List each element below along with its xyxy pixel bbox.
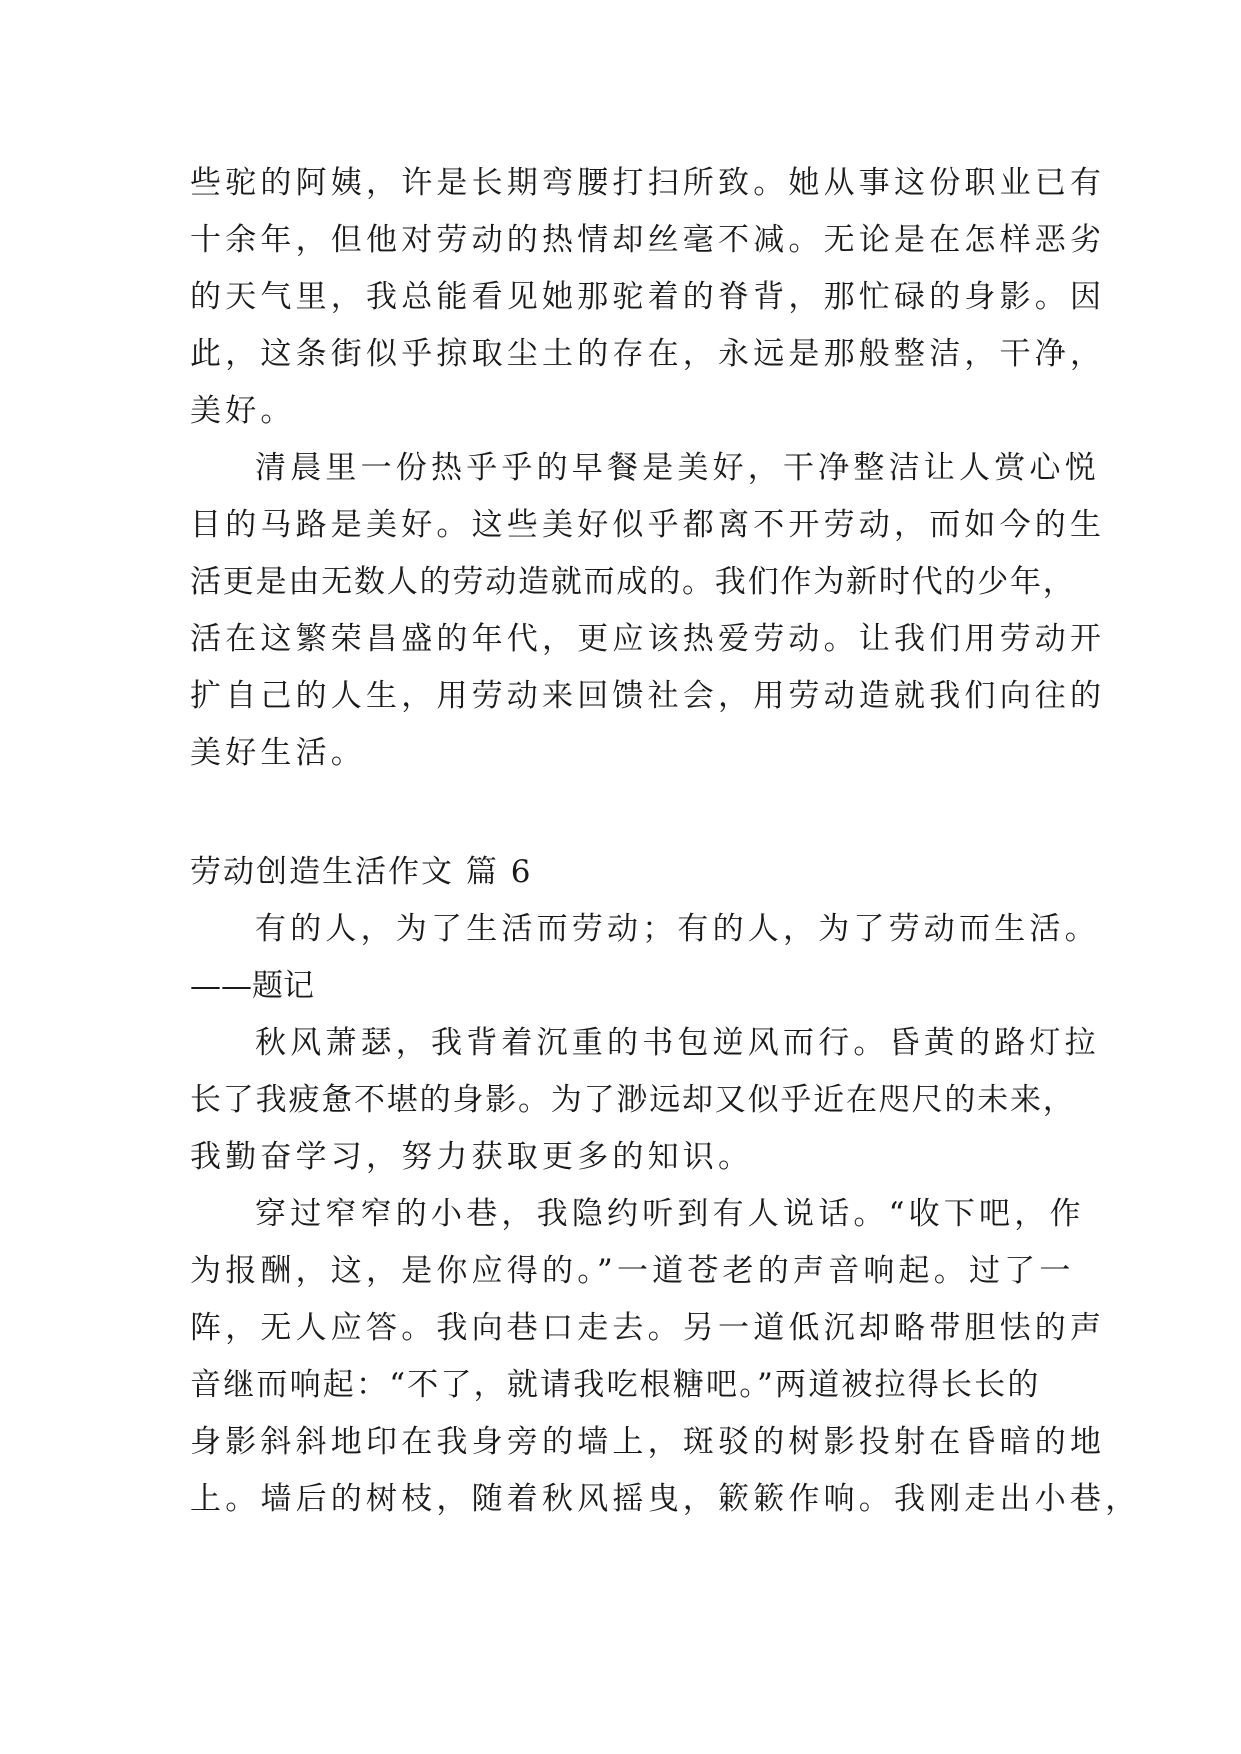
text-line: 此，这条街似乎掠取尘土的存在，永远是那般整洁，干净，: [190, 336, 1106, 372]
text-line: 扩自己的人生，用劳动来回馈社会，用劳动造就我们向往的: [190, 678, 1106, 714]
paragraph-start-line: 秋风萧瑟，我背着沉重的书包逆风而行。昏黄的路灯拉: [255, 1025, 1100, 1061]
text-line: 美好生活。: [190, 735, 366, 771]
text-line: 音继而响起：“不了，就请我吃根糖吧。”两道被拉得长长的: [190, 1367, 1041, 1403]
section-heading: 劳动创造生活作文 篇 6: [190, 854, 533, 890]
text-line: 活在这繁荣昌盛的年代，更应该热爱劳动。让我们用劳动开: [190, 621, 1106, 657]
epigraph-attribution: ——题记: [190, 968, 314, 1004]
paragraph-start-line: 穿过窄窄的小巷，我隐约听到有人说话。“收下吧，作: [255, 1196, 1085, 1232]
text-line: 十余年，但他对劳动的热情却丝毫不减。无论是在怎样恶劣: [190, 222, 1106, 258]
text-line: 长了我疲惫不堪的身影。为了渺远却又似乎近在咫尺的未来，: [190, 1082, 1076, 1118]
paragraph-start-line: 清晨里一份热乎乎的早餐是美好，干净整洁让人赏心悦: [255, 450, 1100, 486]
text-line: 身影斜斜地印在我身旁的墙上，斑驳的树影投射在昏暗的地: [190, 1424, 1106, 1460]
text-line: 上。墙后的树枝，随着秋风摇曳，簌簌作响。我刚走出小巷，: [190, 1481, 1141, 1517]
text-line: 目的马路是美好。这些美好似乎都离不开劳动，而如今的生: [190, 507, 1106, 543]
text-line: 阵，无人应答。我向巷口走去。另一道低沉却略带胆怯的声: [190, 1310, 1106, 1346]
text-line: 为报酬，这，是你应得的。”一道苍老的声音响起。过了一: [190, 1253, 1075, 1289]
text-line: 些驼的阿姨，许是长期弯腰打扫所致。她从事这份职业已有: [190, 165, 1106, 201]
text-line: 的天气里，我总能看见她那驼着的脊背，那忙碌的身影。因: [190, 279, 1106, 315]
text-line: 我勤奋学习，努力获取更多的知识。: [190, 1139, 754, 1175]
text-line: 活更是由无数人的劳动造就而成的。我们作为新时代的少年，: [190, 564, 1076, 600]
text-line: 美好。: [190, 393, 296, 429]
epigraph-line: 有的人，为了生活而劳动；有的人，为了劳动而生活。: [255, 911, 1100, 947]
